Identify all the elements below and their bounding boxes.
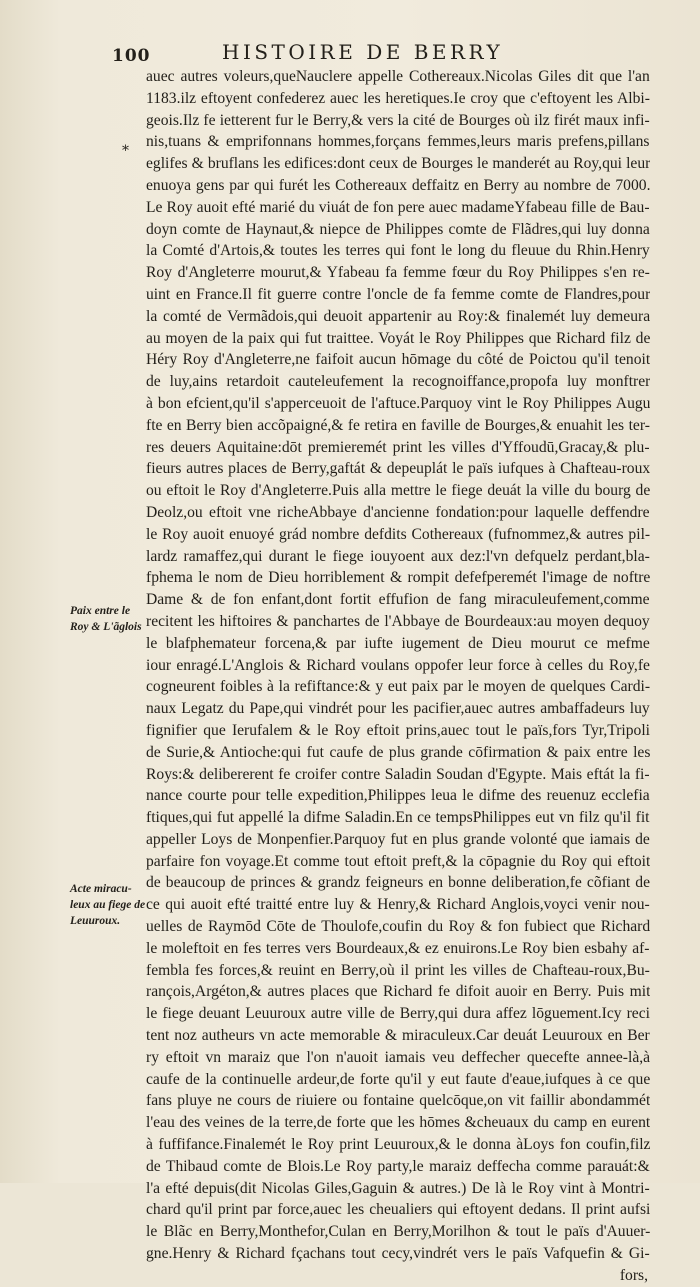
text-line: Dame & de fon enfant,dont fortit effufion de fang miraculeufement,comme (146, 591, 650, 609)
text-line: appeller Loys de Monpenfier.Parquoy fut en plus grande volonté que iamais de (146, 830, 650, 848)
text-line: ry eftoit vn maraiz que l'on n'auoit iamais veu deffecher quecefte annee-là,à (146, 1048, 650, 1066)
text-line: 1183.ilz eftoyent confederez auec les heretiques.Ie croy que c'eftoyent les Albi- (146, 89, 650, 107)
text-line: à fuffifance.Finalemét le Roy print Leuuroux,& le donna àLoys fon coufin,filz (146, 1136, 650, 1154)
text-line-last: fors, (619, 1266, 648, 1284)
text-line: fte en Berry bien accõpaigné,& fe retira en faville de Bourges,& enuahit les ter- (146, 416, 650, 434)
text-line: fans pluye ne cours de riuiere ou fontaine quelcōque,on vit faillir abondammét (146, 1092, 650, 1110)
text-line: le Roy auoit enuoyé grád nombre defdits Cothereaux (fufnommez,& autres pil- (146, 525, 650, 543)
text-line: eglifes & bruflans les edifices:dont ceux de Bourges le manderét au Roy,qui leur (146, 155, 650, 173)
text-line: le Blãc en Berry,Monthefor,Culan en Berry,Morilhon & tout le païs d'Auuer- (146, 1223, 650, 1241)
text-line: cogneurent foibles à la refiftance:& y eut paix par le moyen de quelques Cardi- (146, 678, 650, 696)
text-line: Deolz,ou eftoit vne richeAbbaye d'ancienne fondation:pour laquelle deffendre (146, 503, 650, 521)
text-line: de Thibaud comte de Blois.Le Roy party,le maraiz deffecha comme parauát:& (146, 1157, 650, 1175)
text-line: naux Legatz du Pape,qui vindrét pour les pacifier,auec autres ambaffadeurs luy (146, 700, 650, 718)
text-line: nis,tuans & emprifonnans hommes,forçans femmes,leurs maris prefens,pillans (146, 133, 650, 151)
text-line: gne.Henry & Richard fçachans tout cecy,vindrét vers le païs Vafquefin & Gi- (146, 1245, 650, 1263)
text-line: uelles de Raymōd Cōte de Thoulofe,coufin du Roy & fon fubiect que Richard (146, 918, 650, 936)
text-line: parfaire fon voyage.Et comme tout eftoit preft,& la cōpagnie du Roy qui eftoit (146, 852, 650, 870)
marginal-note-line: Roy & L'ãglois (70, 621, 142, 633)
text-line: le blafphemateur forcena,& par iufte iugement de Dieu mourut ce mefme (146, 634, 650, 652)
text-line: fignifier que Ierufalem & le Roy eftoit prins,auec tout le païs,fors Tyr,Tripoli (146, 721, 650, 739)
text-line: fembla fes forces,& reuint en Berry,où il print les villes de Chafteau-roux,Bu- (146, 961, 650, 979)
text-line: geois.Ilz fe ietterent fur le Berry,& vers la cité de Bourges où ilz firét maux infi- (146, 111, 650, 129)
text-line: tent noz autheurs vn acte memorable & miraculeux.Car deuát Leuuroux en Ber (146, 1027, 650, 1045)
text-line: le fiege deuant Leuuroux autre ville de Berry,qui dura affez lōguement.Icy reci (146, 1005, 650, 1023)
text-line: Le Roy auoit efté marié du viuát de fon pere auec madameYfabeau fille de Bau- (146, 198, 650, 216)
marginal-note-line: Leuuroux. (70, 915, 121, 927)
marginal-note-miracle (70, 881, 148, 929)
text-line: de luy,ains retardoit cauteleufement la recognoiffance,propofa luy monftrer (146, 373, 650, 391)
text-line: chard qu'il print par force,auec les cheualiers qui eftoyent dedans. Il print aufsi (146, 1201, 650, 1219)
text-line: Héry Roy d'Angleterre,ne faifoit aucun hōmage du côté de Poictou qu'il tenoit (146, 351, 650, 369)
text-line: caufe de la continuelle ardeur,de forte qu'il y eut faute d'eaue,iufques à ce que (146, 1070, 650, 1088)
running-title: HISTOIRE DE BERRY (222, 40, 504, 64)
text-line: de beaucoup de princes & grandz feigneurs en bonne deliberation,fe cõfiant de (146, 874, 650, 892)
text-line: l'eau des veines de la terre,de forte que les hōmes &cheuaux du camp en eurent (146, 1114, 650, 1132)
text-line: ou eftoit le Roy d'Angleterre.Puis alla mettre le fiege deuát la ville du bourg de (146, 482, 650, 500)
text-line: la Comté d'Artois,& toutes les terres qui font le long du fleuue du Rhin.Henry (146, 242, 650, 260)
marginal-note-line: Paix entre le (70, 605, 131, 617)
text-line: rançois,Argéton,& autres places que Richard fe difoit auoir en Berry. Puis mit (146, 983, 650, 1001)
text-line: au moyen de la paix qui fut traittee. Voyát le Roy Philippes que Richard filz de (146, 329, 650, 347)
text-line: à bon efcient,qu'il s'apperceuoit de l'aftuce.Parquoy vint le Roy Philippes Augu (146, 394, 650, 412)
text-line: Roys:& delibererent fe croifer contre Saladin Soudan d'Egypte. Mais eftát la fi- (146, 765, 650, 783)
text-line: auec autres voleurs,queNauclere appelle Cothereaux.Nicolas Giles dit que l'an (146, 68, 650, 85)
marginal-note-line: leux au fiege de (70, 899, 146, 911)
text-line: Roy d'Angleterre mourut,& Yfabeau fa femme fœur du Roy Philippes s'en re- (146, 264, 650, 282)
page-number: 100 (112, 46, 151, 66)
text-line: enuoya gens par qui furét les Cothereaux deffaitz en Berry au nombre de 7000. (146, 176, 650, 194)
text-line: lardz ramaffez,qui durant le fiege iouyoent aux dez:l'vn defquelz perdant,bla- (146, 547, 650, 565)
marginal-note-line: Acte miracu- (70, 883, 132, 895)
text-line: res deuers Aquitaine:dōt premieremét print les villes d'Yffoudū,Gracay,& plu- (146, 438, 650, 456)
text-line: fieurs autres places de Berry,gaftát & depeuplát le païs iufques à Chafteau-roux (146, 460, 650, 478)
text-line: recitent les hiftoires & panchartes de l'Abbaye de Bourdeaux:au moyen dequoy (146, 612, 650, 630)
text-line: doyn comte de Haynaut,& niepce de Philippes comte de Flãdres,qui luy donna (146, 220, 650, 238)
marginal-asterisk: * (122, 143, 129, 159)
text-line: nance courte pour telle expedition,Philippes leua le difme des reuenuz ecclefia (146, 787, 650, 805)
text-line: uint en France.Il fit guerre contre l'oncle de fa femme comte de Flandres,pour (146, 285, 650, 303)
body-text (146, 66, 650, 1287)
text-line: ce qui auoit efté traitté entre luy & Henry,& Richard Anglois,voyci venir nou- (146, 896, 650, 914)
page-header (112, 40, 567, 66)
marginal-note-paix (70, 603, 148, 635)
text-line: de Surie,& Antioche:qui fut caufe de plus grande cōfirmation & paix entre les (146, 743, 650, 761)
text-line: ftiques,qui fut appellé la difme Saladin.En ce tempsPhilippes eut vn filz qu'il fit (146, 809, 650, 827)
text-line: fphema le nom de Dieu horriblement & rompit defefperemét l'image de noftre (146, 569, 650, 587)
text-line: iour enragé.L'Anglois & Richard voulans oppofer leur force à celles du Roy,fe (146, 656, 650, 674)
text-line: la comté de Vermãdois,qui deuoit appartenir au Roy:& finalemét luy demeura (146, 307, 650, 325)
text-line: le moleftoit en fes terres vers Bourdeaux,& ez enuirons.Le Roy bien esbahy af- (146, 939, 650, 957)
text-line: l'a efté depuis(dit Nicolas Giles,Gaguin & autres.) De là le Roy vint à Montri- (146, 1179, 650, 1197)
